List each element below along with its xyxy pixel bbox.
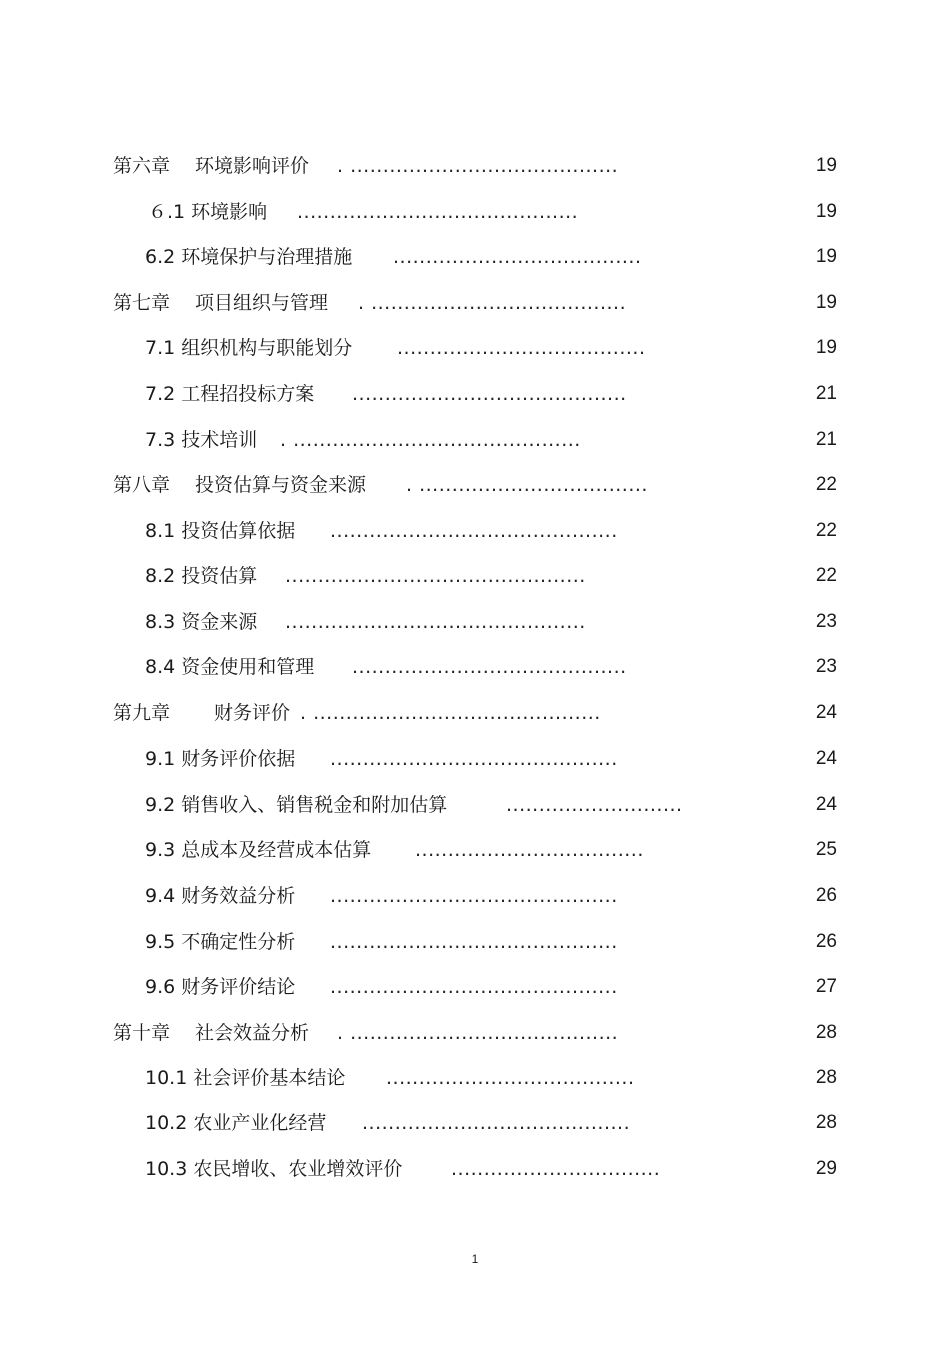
toc-entry (0, 198, 950, 226)
toc-entry (0, 882, 950, 910)
toc-entry-page: 22 (815, 474, 837, 495)
toc-entry-label: 第十章 社会效益分析 (113, 1022, 310, 1044)
toc-entry-label: 7.2 工程招投标方案 (145, 383, 315, 405)
toc-entry (0, 152, 950, 180)
toc-entry-label: 10.3 农民增收、农业增效评价 (145, 1158, 403, 1180)
toc-entry-leader: .......................................... (352, 383, 627, 405)
toc-entry-leader: ............................................ (330, 885, 618, 907)
toc-entry-page: 24 (815, 702, 837, 723)
toc-entry-page: 26 (815, 885, 837, 906)
toc-entry-leader: . ......................................... (337, 1022, 619, 1044)
toc-entry-label: ６.1 环境影响 (148, 201, 268, 223)
toc-entry-leader: .......................................... (352, 656, 627, 678)
toc-entry-page: 23 (815, 611, 837, 632)
toc-entry-label: 9.1 财务评价依据 (145, 748, 296, 770)
toc-entry-label: 9.2 销售收入、销售税金和附加估算 (145, 794, 448, 816)
toc-entry-leader: . ....................................... (358, 292, 627, 314)
toc-entry-label: 7.3 技术培训 (145, 429, 258, 451)
toc-entry (0, 1064, 950, 1092)
toc-entry (0, 1019, 950, 1047)
toc-entry-page: 28 (815, 1112, 837, 1133)
toc-entry-leader: . ......................................... (337, 155, 619, 177)
toc-entry (0, 973, 950, 1001)
toc-entry-page: 25 (815, 839, 837, 860)
toc-entry-page: 19 (815, 201, 837, 222)
toc-entry-leader: . ............................................ (280, 429, 581, 451)
toc-entry-leader: ............................................ (330, 931, 618, 953)
toc-entry (0, 517, 950, 545)
toc-entry (0, 380, 950, 408)
toc-entry (0, 289, 950, 317)
toc-entry-label: 9.4 财务效益分析 (145, 885, 296, 907)
toc-entry (0, 243, 950, 271)
toc-entry (0, 334, 950, 362)
toc-entry-leader: ................................... (415, 839, 644, 861)
toc-entry-label: 9.6 财务评价结论 (145, 976, 296, 998)
toc-entry-leader: ......................................... (362, 1112, 631, 1134)
toc-entry-leader: ...................................... (393, 246, 642, 268)
toc-entry-label: 8.1 投资估算依据 (145, 520, 296, 542)
toc-entry-page: 19 (815, 155, 837, 176)
toc-entry-leader: . ............................................ (300, 702, 601, 724)
toc-entry-page: 21 (815, 383, 837, 404)
toc-entry-page: 19 (815, 337, 837, 358)
toc-entry-label: 9.3 总成本及经营成本估算 (145, 839, 372, 861)
toc-entry-page: 26 (815, 931, 837, 952)
toc-entry (0, 699, 950, 727)
toc-entry-leader: ........................................... (297, 201, 579, 223)
page-number: 1 (471, 1252, 479, 1266)
toc-entry-page: 24 (815, 794, 837, 815)
toc-entry-label: 6.2 环境保护与治理措施 (145, 246, 353, 268)
toc-entry-label: 10.2 农业产业化经营 (145, 1112, 327, 1134)
toc-entry (0, 562, 950, 590)
toc-entry (0, 745, 950, 773)
toc-entry (0, 1109, 950, 1137)
toc-entry-page: 19 (815, 292, 837, 313)
toc-entry-label: 8.2 投资估算 (145, 565, 258, 587)
toc-entry-leader: ............................................ (330, 976, 618, 998)
toc-entry-page: 28 (815, 1067, 837, 1088)
toc-entry (0, 653, 950, 681)
toc-entry (0, 471, 950, 499)
toc-entry (0, 928, 950, 956)
toc-entry-label: 第八章 投资估算与资金来源 (113, 474, 367, 496)
toc-entry (0, 836, 950, 864)
toc-entry-leader: ................................ (451, 1158, 661, 1180)
toc-entry (0, 426, 950, 454)
toc-entry-leader: . ................................... (406, 474, 648, 496)
toc-entry-label: 10.1 社会评价基本结论 (145, 1067, 346, 1089)
toc-entry-leader: .............................................. (285, 565, 586, 587)
toc-entry-leader: ............................................ (330, 520, 618, 542)
toc-entry-page: 21 (815, 429, 837, 450)
toc-entry-label: 8.4 资金使用和管理 (145, 656, 315, 678)
toc-entry-page: 22 (815, 565, 837, 586)
toc-entry-page: 29 (815, 1158, 837, 1179)
toc-entry-leader: ............................................ (330, 748, 618, 770)
toc-entry-label: 7.1 组织机构与职能划分 (145, 337, 353, 359)
toc-entry-label: 第九章 财务评价 (113, 702, 291, 724)
toc-entry-label: 9.5 不确定性分析 (145, 931, 296, 953)
toc-entry (0, 608, 950, 636)
toc-entry-leader: .............................................. (285, 611, 586, 633)
toc-entry-page: 22 (815, 520, 837, 541)
toc-entry-leader: ........................... (506, 794, 683, 816)
toc-entry-page: 23 (815, 656, 837, 677)
toc-entry-label: 8.3 资金来源 (145, 611, 258, 633)
toc-entry-page: 27 (815, 976, 837, 997)
toc-entry-leader: ...................................... (397, 337, 646, 359)
toc-entry-page: 19 (815, 246, 837, 267)
toc-entry-label: 第七章 项目组织与管理 (113, 292, 329, 314)
toc-entry (0, 1155, 950, 1183)
toc-entry-page: 28 (815, 1022, 837, 1043)
toc-entry-leader: ...................................... (386, 1067, 635, 1089)
toc-entry (0, 791, 950, 819)
toc-entry-label: 第六章 环境影响评价 (113, 155, 310, 177)
toc-entry-page: 24 (815, 748, 837, 769)
